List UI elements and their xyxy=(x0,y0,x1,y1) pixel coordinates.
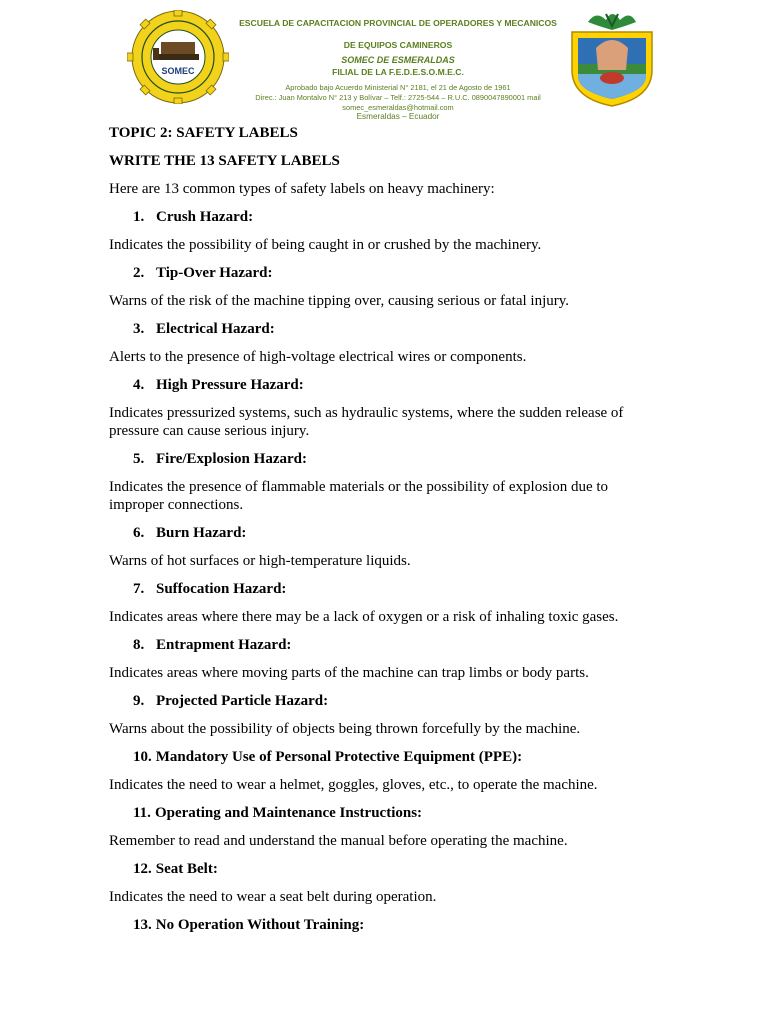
approval-line: Aprobado bajo Acuerdo Ministerial N° 2181, el 21 de Agosto de 1961 xyxy=(285,83,511,92)
safety-label-item xyxy=(109,580,649,598)
item-title: Projected Particle Hazard: xyxy=(156,693,329,709)
item-number: 3. xyxy=(133,321,145,337)
address-line: Direc.: Juan Montalvo N° 213 y Bolívar – Telf.: 2725-544 – R.U.C. 0890047890001 mail xyxy=(255,93,541,102)
subtitle-heading: WRITE THE 13 SAFETY LABELS xyxy=(109,153,340,169)
item-description: Indicates the possibility of being caught in or crushed by the machinery. xyxy=(109,237,542,253)
item-title: Crush Hazard: xyxy=(156,209,254,225)
safety-label-item xyxy=(109,748,649,766)
item-title: Suffocation Hazard: xyxy=(156,581,287,597)
safety-label-item xyxy=(109,860,649,878)
safety-label-item xyxy=(109,208,649,226)
item-description: Indicates the presence of flammable materials or the possibility of explosion due to improper connections. xyxy=(109,479,609,513)
item-number: 7. xyxy=(133,581,145,597)
somec-gear-logo xyxy=(127,10,229,104)
item-title: Mandatory Use of Personal Protective Equipment (PPE): xyxy=(155,749,523,765)
school-name: ESCUELA DE CAPACITACION PROVINCIAL DE OPERADORES Y MECANICOS xyxy=(239,18,557,28)
item-number: 5. xyxy=(133,451,145,467)
item-number: 11. xyxy=(133,805,151,821)
item-description: Warns of the risk of the machine tipping over, causing serious or fatal injury. xyxy=(109,293,570,309)
city-line: Esmeraldas – Ecuador xyxy=(356,112,440,121)
safety-label-item xyxy=(109,636,649,654)
filial-line: FILIAL DE LA F.E.D.E.S.O.M.E.C. xyxy=(332,67,464,77)
safety-label-item xyxy=(109,916,649,934)
item-title: No Operation Without Training: xyxy=(155,917,365,933)
safety-label-list xyxy=(109,208,649,934)
item-title: Fire/Explosion Hazard: xyxy=(156,451,307,467)
safety-label-item xyxy=(109,376,649,394)
safety-label-item xyxy=(109,320,649,338)
safety-label-item xyxy=(109,264,649,282)
item-number: 12. xyxy=(133,861,152,877)
item-title: Electrical Hazard: xyxy=(156,321,275,337)
item-title: High Pressure Hazard: xyxy=(156,377,304,393)
item-number: 9. xyxy=(133,693,145,709)
item-title: Operating and Maintenance Instructions: xyxy=(154,805,423,821)
somec-name: SOMEC DE ESMERALDAS xyxy=(341,55,455,65)
item-number: 2. xyxy=(133,265,145,281)
item-title: Tip-Over Hazard: xyxy=(156,265,273,281)
item-number: 13. xyxy=(133,917,152,933)
topic-heading: TOPIC 2: SAFETY LABELS xyxy=(109,125,298,141)
item-description: Indicates pressurized systems, such as hydraulic systems, where the sudden release of pressure can cause serious injury. xyxy=(109,405,624,439)
item-number: 10. xyxy=(133,749,152,765)
item-description: Indicates areas where moving parts of the machine can trap limbs or body parts. xyxy=(109,665,589,681)
item-description: Warns of hot surfaces or high-temperature liquids. xyxy=(109,553,411,569)
safety-label-item xyxy=(109,692,649,710)
item-description: Warns about the possibility of objects being thrown forcefully by the machine. xyxy=(109,721,581,737)
safety-label-item xyxy=(109,524,649,542)
item-description: Indicates the need to wear a seat belt during operation. xyxy=(109,889,437,905)
item-description: Indicates the need to wear a helmet, goggles, gloves, etc., to operate the machine. xyxy=(109,777,598,793)
safety-label-item xyxy=(109,804,649,822)
school-name-line2: DE EQUIPOS CAMINEROS xyxy=(343,40,453,50)
item-description: Remember to read and understand the manual before operating the machine. xyxy=(109,833,568,849)
document-body xyxy=(109,124,649,944)
email-line: somec_esmeraldas@hotmail.com xyxy=(342,103,454,112)
esmeraldas-shield-logo xyxy=(566,8,658,108)
item-title: Seat Belt: xyxy=(155,861,218,877)
item-title: Entrapment Hazard: xyxy=(156,637,292,653)
item-number: 4. xyxy=(133,377,145,393)
svg-text:SOMEC: SOMEC xyxy=(161,66,195,76)
item-number: 8. xyxy=(133,637,145,653)
intro-text: Here are 13 common types of safety labels on heavy machinery: xyxy=(109,181,495,197)
item-title: Burn Hazard: xyxy=(156,525,247,541)
safety-label-item xyxy=(109,450,649,468)
item-description: Indicates areas where there may be a lack of oxygen or a risk of inhaling toxic gases. xyxy=(109,609,619,625)
item-number: 1. xyxy=(133,209,145,225)
letterhead xyxy=(0,0,768,126)
item-description: Alerts to the presence of high-voltage electrical wires or components. xyxy=(109,349,527,365)
item-number: 6. xyxy=(133,525,145,541)
